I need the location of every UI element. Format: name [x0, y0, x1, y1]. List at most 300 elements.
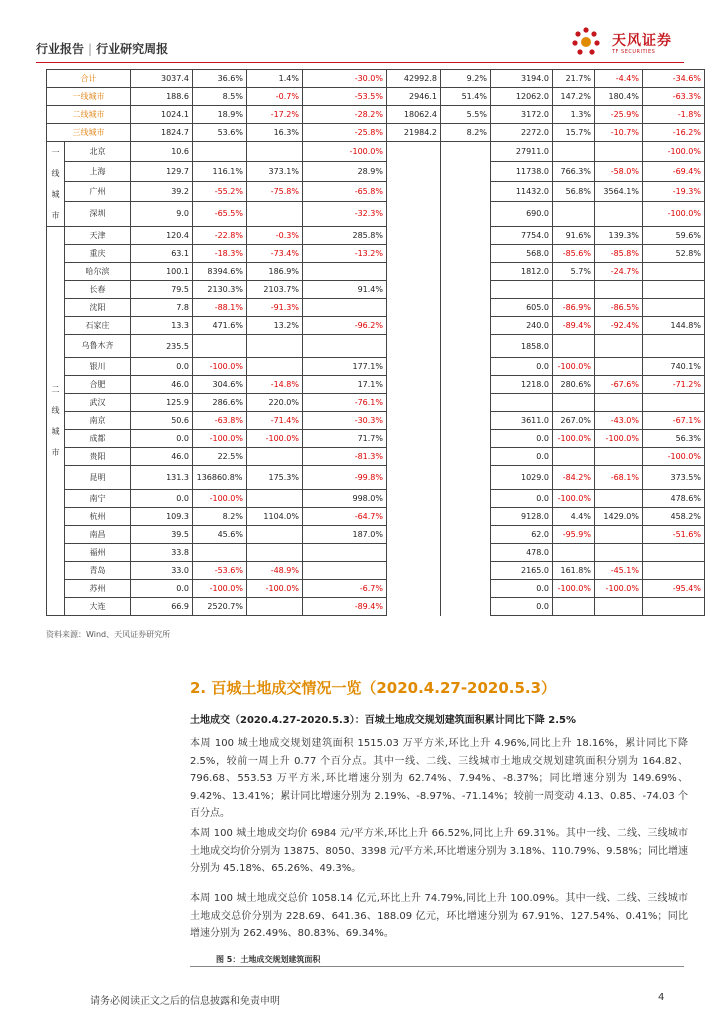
cell-c4: -64.7% [303, 508, 387, 526]
cell-c8: -86.9% [553, 299, 595, 317]
cell-c6 [441, 181, 491, 201]
cell-c4 [303, 544, 387, 562]
cell-c3: 1104.0% [247, 508, 303, 526]
cell-c4: 71.7% [303, 430, 387, 448]
cell-c10: 59.6% [643, 227, 705, 245]
cell-c8: 1.3% [553, 106, 595, 124]
cell-c10: 56.3% [643, 430, 705, 448]
table-row [47, 181, 705, 201]
report-category: 行业报告 [36, 42, 85, 56]
cell-c5 [387, 358, 441, 376]
cell-c6 [441, 376, 491, 394]
figure-rule [190, 966, 684, 967]
cell-c10 [643, 562, 705, 580]
cell-c4: -89.4% [303, 598, 387, 616]
cell-c2: -18.3% [193, 245, 247, 263]
cell-c3 [247, 201, 303, 226]
cell-c1: 9.0 [131, 201, 193, 226]
cell-c3: 16.3% [247, 124, 303, 142]
cell-c9: -92.4% [595, 317, 643, 335]
cell-c7: 690.0 [491, 201, 553, 226]
cell-c5 [387, 598, 441, 616]
cell-c5 [387, 263, 441, 281]
cell-c10 [643, 281, 705, 299]
cell-c2 [193, 544, 247, 562]
cell-c3: -71.4% [247, 412, 303, 430]
cell-c10: 740.1% [643, 358, 705, 376]
section-title: 2. 百城土地成交情况一览（2020.4.27-2020.5.3） [190, 679, 557, 697]
cell-c9 [595, 394, 643, 412]
cell-c8 [553, 448, 595, 466]
cell-c6 [441, 201, 491, 226]
table-row [47, 412, 705, 430]
footer-disclaimer: 请务必阅读正文之后的信息披露和免责申明 [90, 996, 280, 1007]
city-name: 苏州 [65, 580, 131, 598]
cell-c9: 1429.0% [595, 508, 643, 526]
cell-c6 [441, 430, 491, 448]
cell-c4: -28.2% [303, 106, 387, 124]
paragraph-area: 本周 100 城土地成交规划建筑面积 1515.03 万平方米,环比上升 4.96%,同比上升 18.16%，累计同比下降 2.5%，较前一周上升 0.77 个百分点。其中一线、二线、三线城市土地成交规划建筑面积分别为 164.82、796.68、553.53 万平方米,环比增速分别为 62.74%、7.94%、-8.37%；同比增速分别为 149.69%、9.42%、13.41%；累计同比增速分别为 2.19%、-8.97%、-71.14%；较前一周变动 4.13、0.85、-74.03 个百分点。 [190, 738, 688, 819]
cell-c6 [441, 245, 491, 263]
cell-c5 [387, 580, 441, 598]
cell-c5 [387, 376, 441, 394]
cell-c7: 0.0 [491, 448, 553, 466]
cell-c4: 998.0% [303, 490, 387, 508]
cell-c8: -100.0% [553, 358, 595, 376]
cell-c9: -10.7% [595, 124, 643, 142]
city-name: 南宁 [65, 490, 131, 508]
cell-c7: 3611.0 [491, 412, 553, 430]
cell-c9: -86.5% [595, 299, 643, 317]
cell-c3: -75.8% [247, 181, 303, 201]
cell-c6: 9.2% [441, 70, 491, 88]
cell-c3 [247, 598, 303, 616]
cell-c4 [303, 562, 387, 580]
cell-c7: 7754.0 [491, 227, 553, 245]
cell-c8: -100.0% [553, 580, 595, 598]
cell-c1: 1024.1 [131, 106, 193, 124]
header-divider [36, 62, 684, 63]
cell-c8: 56.8% [553, 181, 595, 201]
city-name: 福州 [65, 544, 131, 562]
cell-c2: 8394.6% [193, 263, 247, 281]
cell-c7: 3194.0 [491, 70, 553, 88]
table-row [47, 161, 705, 181]
cell-c7: 0.0 [491, 580, 553, 598]
cell-c10: -34.6% [643, 70, 705, 88]
cell-c7: 2272.0 [491, 124, 553, 142]
cell-c5: 2946.1 [387, 88, 441, 106]
cell-c5 [387, 508, 441, 526]
source-note: 资料来源：Wind、天风证券研究所 [46, 630, 171, 639]
cell-c8: 267.0% [553, 412, 595, 430]
table-row [47, 227, 705, 245]
cell-c8 [553, 281, 595, 299]
cell-c1: 188.6 [131, 88, 193, 106]
cell-c10: -69.4% [643, 161, 705, 181]
table-row [47, 142, 705, 162]
cell-c1: 66.9 [131, 598, 193, 616]
cell-c2: 53.6% [193, 124, 247, 142]
cell-c2 [193, 335, 247, 358]
cell-c10 [643, 544, 705, 562]
cell-c4: -100.0% [303, 142, 387, 162]
row-label: 三线城市 [47, 124, 131, 142]
row-label: 二线城市 [47, 106, 131, 124]
cell-c5: 21984.2 [387, 124, 441, 142]
cell-c1: 7.8 [131, 299, 193, 317]
cell-c4: -6.7% [303, 580, 387, 598]
cell-c2: -100.0% [193, 358, 247, 376]
cell-c2: -63.8% [193, 412, 247, 430]
cell-c5 [387, 299, 441, 317]
cell-c2: 22.5% [193, 448, 247, 466]
cell-c6 [441, 358, 491, 376]
cell-c8: 766.3% [553, 161, 595, 181]
cell-c8 [553, 201, 595, 226]
city-name: 杭州 [65, 508, 131, 526]
cell-c8: -89.4% [553, 317, 595, 335]
cell-c3: 2103.7% [247, 281, 303, 299]
cell-c3: -0.7% [247, 88, 303, 106]
cell-c2: -53.6% [193, 562, 247, 580]
cell-c7: 1029.0 [491, 466, 553, 490]
cell-c3: -0.3% [247, 227, 303, 245]
city-name: 银川 [65, 358, 131, 376]
cell-c7: 568.0 [491, 245, 553, 263]
header-separator: | [88, 42, 93, 56]
cell-c1: 39.2 [131, 181, 193, 201]
cell-c6 [441, 466, 491, 490]
city-land-transaction-table [46, 69, 705, 616]
cell-c4 [303, 299, 387, 317]
cell-c7 [491, 394, 553, 412]
table-row [47, 526, 705, 544]
cell-c5 [387, 317, 441, 335]
cell-c9: -67.6% [595, 376, 643, 394]
cell-c1: 1824.7 [131, 124, 193, 142]
cell-c5: 42992.8 [387, 70, 441, 88]
cell-c7: 1218.0 [491, 376, 553, 394]
cell-c10 [643, 394, 705, 412]
cell-c1: 125.9 [131, 394, 193, 412]
figure-caption: 图 5：土地成交规划建筑面积 [216, 955, 321, 964]
cell-c8: -100.0% [553, 490, 595, 508]
cell-c5 [387, 466, 441, 490]
cell-c10: -63.3% [643, 88, 705, 106]
table-row [47, 598, 705, 616]
cell-c9: -25.9% [595, 106, 643, 124]
table-row [47, 430, 705, 448]
cell-c7: 9128.0 [491, 508, 553, 526]
cell-c5 [387, 161, 441, 181]
cell-c6: 51.4% [441, 88, 491, 106]
cell-c9 [595, 448, 643, 466]
cell-c5 [387, 490, 441, 508]
cell-c7: 62.0 [491, 526, 553, 544]
cell-c6 [441, 448, 491, 466]
city-name: 武汉 [65, 394, 131, 412]
table-row [47, 508, 705, 526]
cell-c9: -43.0% [595, 412, 643, 430]
table-row [47, 448, 705, 466]
cell-c5 [387, 394, 441, 412]
cell-c3: 175.3% [247, 466, 303, 490]
cell-c2 [193, 142, 247, 162]
cell-c8 [553, 142, 595, 162]
cell-c3 [247, 358, 303, 376]
cell-c6 [441, 227, 491, 245]
cell-c10: -100.0% [643, 448, 705, 466]
table-row [47, 88, 705, 106]
cell-c1: 129.7 [131, 161, 193, 181]
cell-c8 [553, 598, 595, 616]
cell-c1: 3037.4 [131, 70, 193, 88]
cell-c4: 285.8% [303, 227, 387, 245]
cell-c6 [441, 299, 491, 317]
cell-c9: 3564.1% [595, 181, 643, 201]
cell-c1: 46.0 [131, 448, 193, 466]
cell-c2: 116.1% [193, 161, 247, 181]
cell-c4: 17.1% [303, 376, 387, 394]
cell-c4: 187.0% [303, 526, 387, 544]
cell-c4: -81.3% [303, 448, 387, 466]
cell-c1: 63.1 [131, 245, 193, 263]
cell-c1: 0.0 [131, 430, 193, 448]
cell-c6 [441, 263, 491, 281]
city-name: 青岛 [65, 562, 131, 580]
cell-c8 [553, 394, 595, 412]
table-row [47, 376, 705, 394]
cell-c3: 13.2% [247, 317, 303, 335]
cell-c9 [595, 142, 643, 162]
city-name: 成都 [65, 430, 131, 448]
cell-c9: -4.4% [595, 70, 643, 88]
paragraph-total: 本周 100 城土地成交总价 1058.14 亿元,环比上升 74.79%,同比上升 100.09%。其中一线、二线、三线城市土地成交总价分别为 228.69、641.36、188.09 亿元，环比增速分别为 67.91%、127.54%、0.41%；同比增速分别为 262.49%、80.83%、69.34%。 [190, 893, 688, 939]
cell-c10: -95.4% [643, 580, 705, 598]
cell-c10: -100.0% [643, 201, 705, 226]
cell-c6 [441, 161, 491, 181]
report-header [36, 40, 168, 57]
table-row [47, 281, 705, 299]
cell-c2: 36.6% [193, 70, 247, 88]
table-row [47, 394, 705, 412]
cell-c8: -84.2% [553, 466, 595, 490]
cell-c3 [247, 490, 303, 508]
cell-c7: 605.0 [491, 299, 553, 317]
cell-c8: 91.6% [553, 227, 595, 245]
city-name: 南京 [65, 412, 131, 430]
cell-c6 [441, 544, 491, 562]
city-name: 南昌 [65, 526, 131, 544]
table-row [47, 263, 705, 281]
cell-c2: 8.2% [193, 508, 247, 526]
cell-c2: -22.8% [193, 227, 247, 245]
cell-c8: -100.0% [553, 430, 595, 448]
cell-c3: 1.4% [247, 70, 303, 88]
cell-c10: 458.2% [643, 508, 705, 526]
cell-c7: 0.0 [491, 490, 553, 508]
cell-c8 [553, 335, 595, 358]
cell-c5: 18062.4 [387, 106, 441, 124]
cell-c3: 186.9% [247, 263, 303, 281]
cell-c8: -85.6% [553, 245, 595, 263]
table-row [47, 245, 705, 263]
cell-c5 [387, 562, 441, 580]
city-name: 哈尔滨 [65, 263, 131, 281]
cell-c2: 18.9% [193, 106, 247, 124]
cell-c1: 33.8 [131, 544, 193, 562]
cell-c2: 304.6% [193, 376, 247, 394]
table-row [47, 544, 705, 562]
cell-c4: -30.0% [303, 70, 387, 88]
cell-c3 [247, 335, 303, 358]
cell-c6 [441, 317, 491, 335]
cell-c3: -17.2% [247, 106, 303, 124]
table-row [47, 299, 705, 317]
cell-c1: 33.0 [131, 562, 193, 580]
city-name: 广州 [65, 181, 131, 201]
cell-c5 [387, 281, 441, 299]
cell-c8: 15.7% [553, 124, 595, 142]
cell-c7: 0.0 [491, 358, 553, 376]
cell-c8 [553, 544, 595, 562]
page-number: 4 [658, 992, 665, 1003]
cell-c2: 2130.3% [193, 281, 247, 299]
cell-c8: 4.4% [553, 508, 595, 526]
table-row [47, 358, 705, 376]
cell-c6 [441, 142, 491, 162]
paragraph-price: 本周 100 城土地成交均价 6984 元/平方米,环比上升 66.52%,同比上升 69.31%。其中一线、二线、三线城市土地成交均价分别为 13875、8050、3398 元/平方米,环比增速分别为 3.18%、110.79%、9.58%；同比增速分别为 45.18%、65.26%、49.3%。 [190, 828, 688, 874]
cell-c7: 0.0 [491, 430, 553, 448]
cell-c2: -88.1% [193, 299, 247, 317]
cell-c10 [643, 299, 705, 317]
city-name: 北京 [65, 142, 131, 162]
cell-c7: 11738.0 [491, 161, 553, 181]
cell-c2: -65.5% [193, 201, 247, 226]
cell-c9: -45.1% [595, 562, 643, 580]
cell-c3: -14.8% [247, 376, 303, 394]
cell-c5 [387, 430, 441, 448]
cell-c5 [387, 335, 441, 358]
cell-c6 [441, 281, 491, 299]
group-label-text: 一线城市 [51, 148, 60, 220]
city-name: 石家庄 [65, 317, 131, 335]
city-name: 天津 [65, 227, 131, 245]
cell-c4 [303, 335, 387, 358]
cell-c10 [643, 263, 705, 281]
cell-c9: 139.3% [595, 227, 643, 245]
cell-c7: 0.0 [491, 598, 553, 616]
section-subheading: 土地成交（2020.4.27-2020.5.3）：百城土地成交规划建筑面积累计同比下降 2.5% [190, 715, 577, 726]
cell-c1: 0.0 [131, 358, 193, 376]
cell-c2: 471.6% [193, 317, 247, 335]
table-row [47, 490, 705, 508]
city-name: 大连 [65, 598, 131, 616]
cell-c6 [441, 412, 491, 430]
city-name: 上海 [65, 161, 131, 181]
cell-c10: -16.2% [643, 124, 705, 142]
cell-c4: -99.8% [303, 466, 387, 490]
cell-c9 [595, 335, 643, 358]
cell-c1: 131.3 [131, 466, 193, 490]
cell-c10: 52.8% [643, 245, 705, 263]
cell-c4: -76.1% [303, 394, 387, 412]
cell-c9: -68.1% [595, 466, 643, 490]
cell-c7 [491, 281, 553, 299]
cell-c4: -65.8% [303, 181, 387, 201]
cell-c4: -13.2% [303, 245, 387, 263]
cell-c7: 1858.0 [491, 335, 553, 358]
cell-c8: 161.8% [553, 562, 595, 580]
cell-c1: 46.0 [131, 376, 193, 394]
table-row [47, 106, 705, 124]
cell-c10 [643, 335, 705, 358]
cell-c7: 1812.0 [491, 263, 553, 281]
cell-c1: 50.6 [131, 412, 193, 430]
cell-c4: 28.9% [303, 161, 387, 181]
cell-c4: -25.8% [303, 124, 387, 142]
cell-c1: 0.0 [131, 580, 193, 598]
cell-c5 [387, 544, 441, 562]
cell-c3 [247, 142, 303, 162]
cell-c2: 8.5% [193, 88, 247, 106]
cell-c9: -85.8% [595, 245, 643, 263]
cell-c8: 5.7% [553, 263, 595, 281]
cell-c8: 280.6% [553, 376, 595, 394]
cell-c8: 147.2% [553, 88, 595, 106]
cell-c2: 2520.7% [193, 598, 247, 616]
cell-c7: 12062.0 [491, 88, 553, 106]
cell-c1: 13.3 [131, 317, 193, 335]
cell-c6 [441, 394, 491, 412]
row-label: 合计 [47, 70, 131, 88]
cell-c2: -100.0% [193, 580, 247, 598]
table-row [47, 70, 705, 88]
report-series: 行业研究周报 [96, 42, 169, 56]
cell-c3: -73.4% [247, 245, 303, 263]
cell-c10: -51.6% [643, 526, 705, 544]
table-row [47, 466, 705, 490]
cell-c9: -100.0% [595, 580, 643, 598]
city-name: 重庆 [65, 245, 131, 263]
cell-c3: -48.9% [247, 562, 303, 580]
cell-c1: 100.1 [131, 263, 193, 281]
city-name: 沈阳 [65, 299, 131, 317]
cell-c8: -95.9% [553, 526, 595, 544]
cell-c6 [441, 598, 491, 616]
brand-name-en: TF SECURITIES [612, 49, 656, 55]
cell-c7: 478.0 [491, 544, 553, 562]
cell-c6: 5.5% [441, 106, 491, 124]
cell-c5 [387, 181, 441, 201]
cell-c1: 39.5 [131, 526, 193, 544]
cell-c6: 8.2% [441, 124, 491, 142]
cell-c9: -58.0% [595, 161, 643, 181]
cell-c1: 235.5 [131, 335, 193, 358]
cell-c3: -100.0% [247, 430, 303, 448]
cell-c10: -67.1% [643, 412, 705, 430]
cell-c3 [247, 544, 303, 562]
cell-c9 [595, 490, 643, 508]
cell-c9 [595, 598, 643, 616]
cell-c4: 177.1% [303, 358, 387, 376]
cell-c1: 120.4 [131, 227, 193, 245]
cell-c4: -30.3% [303, 412, 387, 430]
cell-c8: 21.7% [553, 70, 595, 88]
table-body [47, 70, 705, 616]
cell-c6 [441, 508, 491, 526]
